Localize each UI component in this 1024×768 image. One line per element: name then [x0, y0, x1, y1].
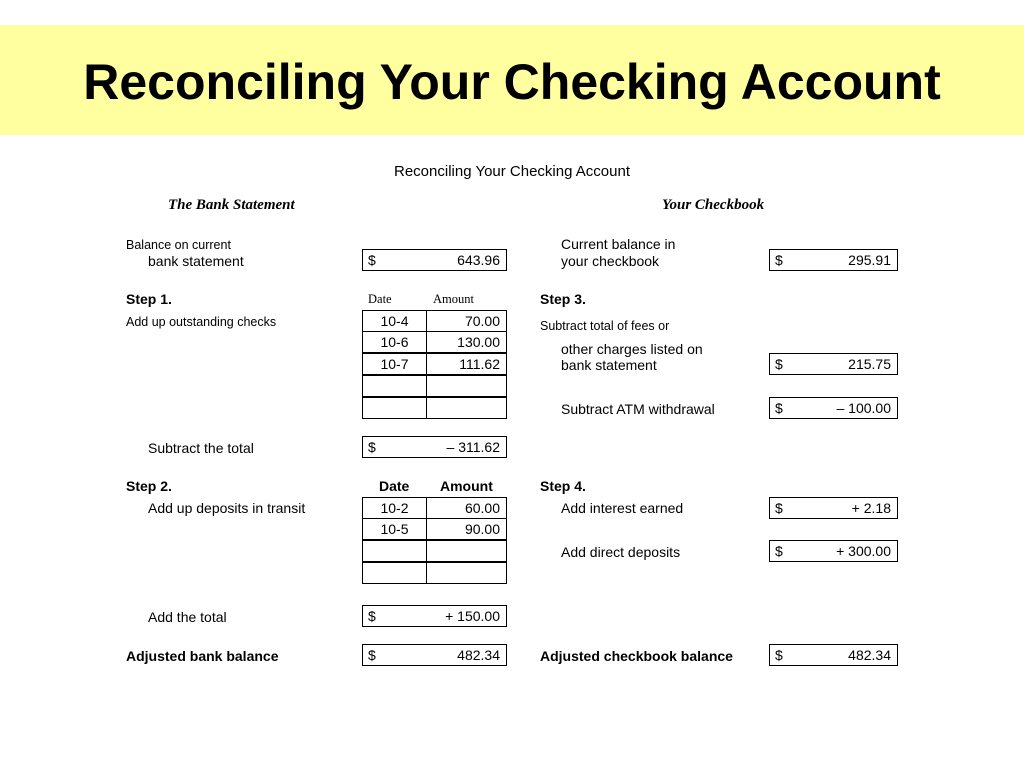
fees-field[interactable]	[769, 353, 898, 375]
subtract-total-value: – 311.62	[446, 439, 500, 455]
checkbook-balance-label-line2: your checkbook	[561, 253, 660, 269]
subtract-total-label: Subtract the total	[148, 440, 254, 456]
adjusted-bank-balance-field[interactable]	[362, 644, 507, 666]
check-amount-cell[interactable]: 130.00	[426, 331, 507, 353]
deposit-date-cell[interactable]	[362, 562, 427, 584]
direct-deposits-value: + 300.00	[836, 543, 891, 559]
add-total-label: Add the total	[148, 609, 227, 625]
step4-label: Step 4.	[540, 478, 586, 494]
interest-label: Add interest earned	[561, 500, 684, 516]
step1-description: Add up outstanding checks	[126, 315, 277, 329]
check-amount-cell[interactable]: 70.00	[426, 310, 507, 332]
deposit-date-cell[interactable]	[362, 540, 427, 562]
adjusted-bank-balance-value: 482.34	[457, 647, 500, 663]
bank-balance-label-line2: bank statement	[148, 253, 244, 269]
fees-label-line3: bank statement	[561, 357, 657, 373]
deposit-amount-cell[interactable]: 60.00	[426, 497, 507, 519]
step2-label: Step 2.	[126, 478, 172, 494]
bank-balance-field[interactable]	[362, 249, 507, 271]
currency-symbol: $	[775, 543, 783, 559]
adjusted-checkbook-balance-label: Adjusted checkbook balance	[540, 648, 733, 664]
check-amount-cell[interactable]: 111.62	[426, 353, 507, 375]
checkbook-balance-field[interactable]	[769, 249, 898, 271]
check-date-cell[interactable]: 10-6	[362, 331, 427, 353]
bank-balance-label-line1: Balance on current	[126, 238, 231, 252]
direct-deposits-label: Add direct deposits	[561, 544, 681, 560]
deposit-amount-cell[interactable]: 90.00	[426, 518, 507, 540]
adjusted-checkbook-balance-field[interactable]	[769, 644, 898, 666]
fees-label-line2: other charges listed on	[561, 341, 703, 357]
check-amount-cell[interactable]	[426, 375, 507, 397]
atm-value: – 100.00	[836, 400, 891, 416]
checkbook-heading: Your Checkbook	[662, 197, 765, 213]
bank-statement-heading: The Bank Statement	[168, 197, 295, 213]
currency-symbol: $	[368, 439, 376, 455]
check-amount-cell[interactable]	[426, 397, 507, 419]
checkbook-balance-label-line1: Current balance in	[561, 236, 676, 252]
fees-value: 215.75	[848, 356, 891, 372]
direct-deposits-field[interactable]	[769, 540, 898, 562]
check-date-cell[interactable]	[362, 375, 427, 397]
currency-symbol: $	[775, 500, 783, 516]
currency-symbol: $	[775, 252, 783, 268]
currency-symbol: $	[368, 608, 376, 624]
atm-label: Subtract ATM withdrawal	[561, 401, 715, 417]
deposit-date-cell[interactable]: 10-5	[362, 518, 427, 540]
step1-label: Step 1.	[126, 291, 172, 307]
step2-description: Add up deposits in transit	[148, 500, 306, 516]
interest-value: + 2.18	[851, 500, 891, 516]
atm-field[interactable]	[769, 397, 898, 419]
step2-date-header: Date	[379, 478, 410, 494]
check-date-cell[interactable]: 10-4	[362, 310, 427, 332]
currency-symbol: $	[775, 400, 783, 416]
slide-title: Reconciling Your Checking Account	[83, 54, 941, 110]
add-total-field[interactable]	[362, 605, 507, 627]
step1-amount-header: Amount	[433, 292, 474, 306]
checkbook-balance-value: 295.91	[848, 252, 891, 268]
interest-field[interactable]	[769, 497, 898, 519]
deposit-date-cell[interactable]: 10-2	[362, 497, 427, 519]
check-date-cell[interactable]: 10-7	[362, 353, 427, 375]
step3-label: Step 3.	[540, 291, 586, 307]
bank-balance-value: 643.96	[457, 252, 500, 268]
add-total-value: + 150.00	[445, 608, 500, 624]
currency-symbol: $	[775, 647, 783, 663]
deposit-amount-cell[interactable]	[426, 562, 507, 584]
adjusted-checkbook-balance-value: 482.34	[848, 647, 891, 663]
currency-symbol: $	[368, 252, 376, 268]
currency-symbol: $	[368, 647, 376, 663]
deposit-amount-cell[interactable]	[426, 540, 507, 562]
step1-date-header: Date	[368, 292, 392, 306]
check-date-cell[interactable]	[362, 397, 427, 419]
fees-label-line1: Subtract total of fees or	[540, 319, 670, 333]
subtract-total-field[interactable]	[362, 436, 507, 458]
step2-amount-header: Amount	[440, 478, 493, 494]
currency-symbol: $	[775, 356, 783, 372]
form-title: Reconciling Your Checking Account	[394, 163, 630, 180]
adjusted-bank-balance-label: Adjusted bank balance	[126, 648, 279, 664]
